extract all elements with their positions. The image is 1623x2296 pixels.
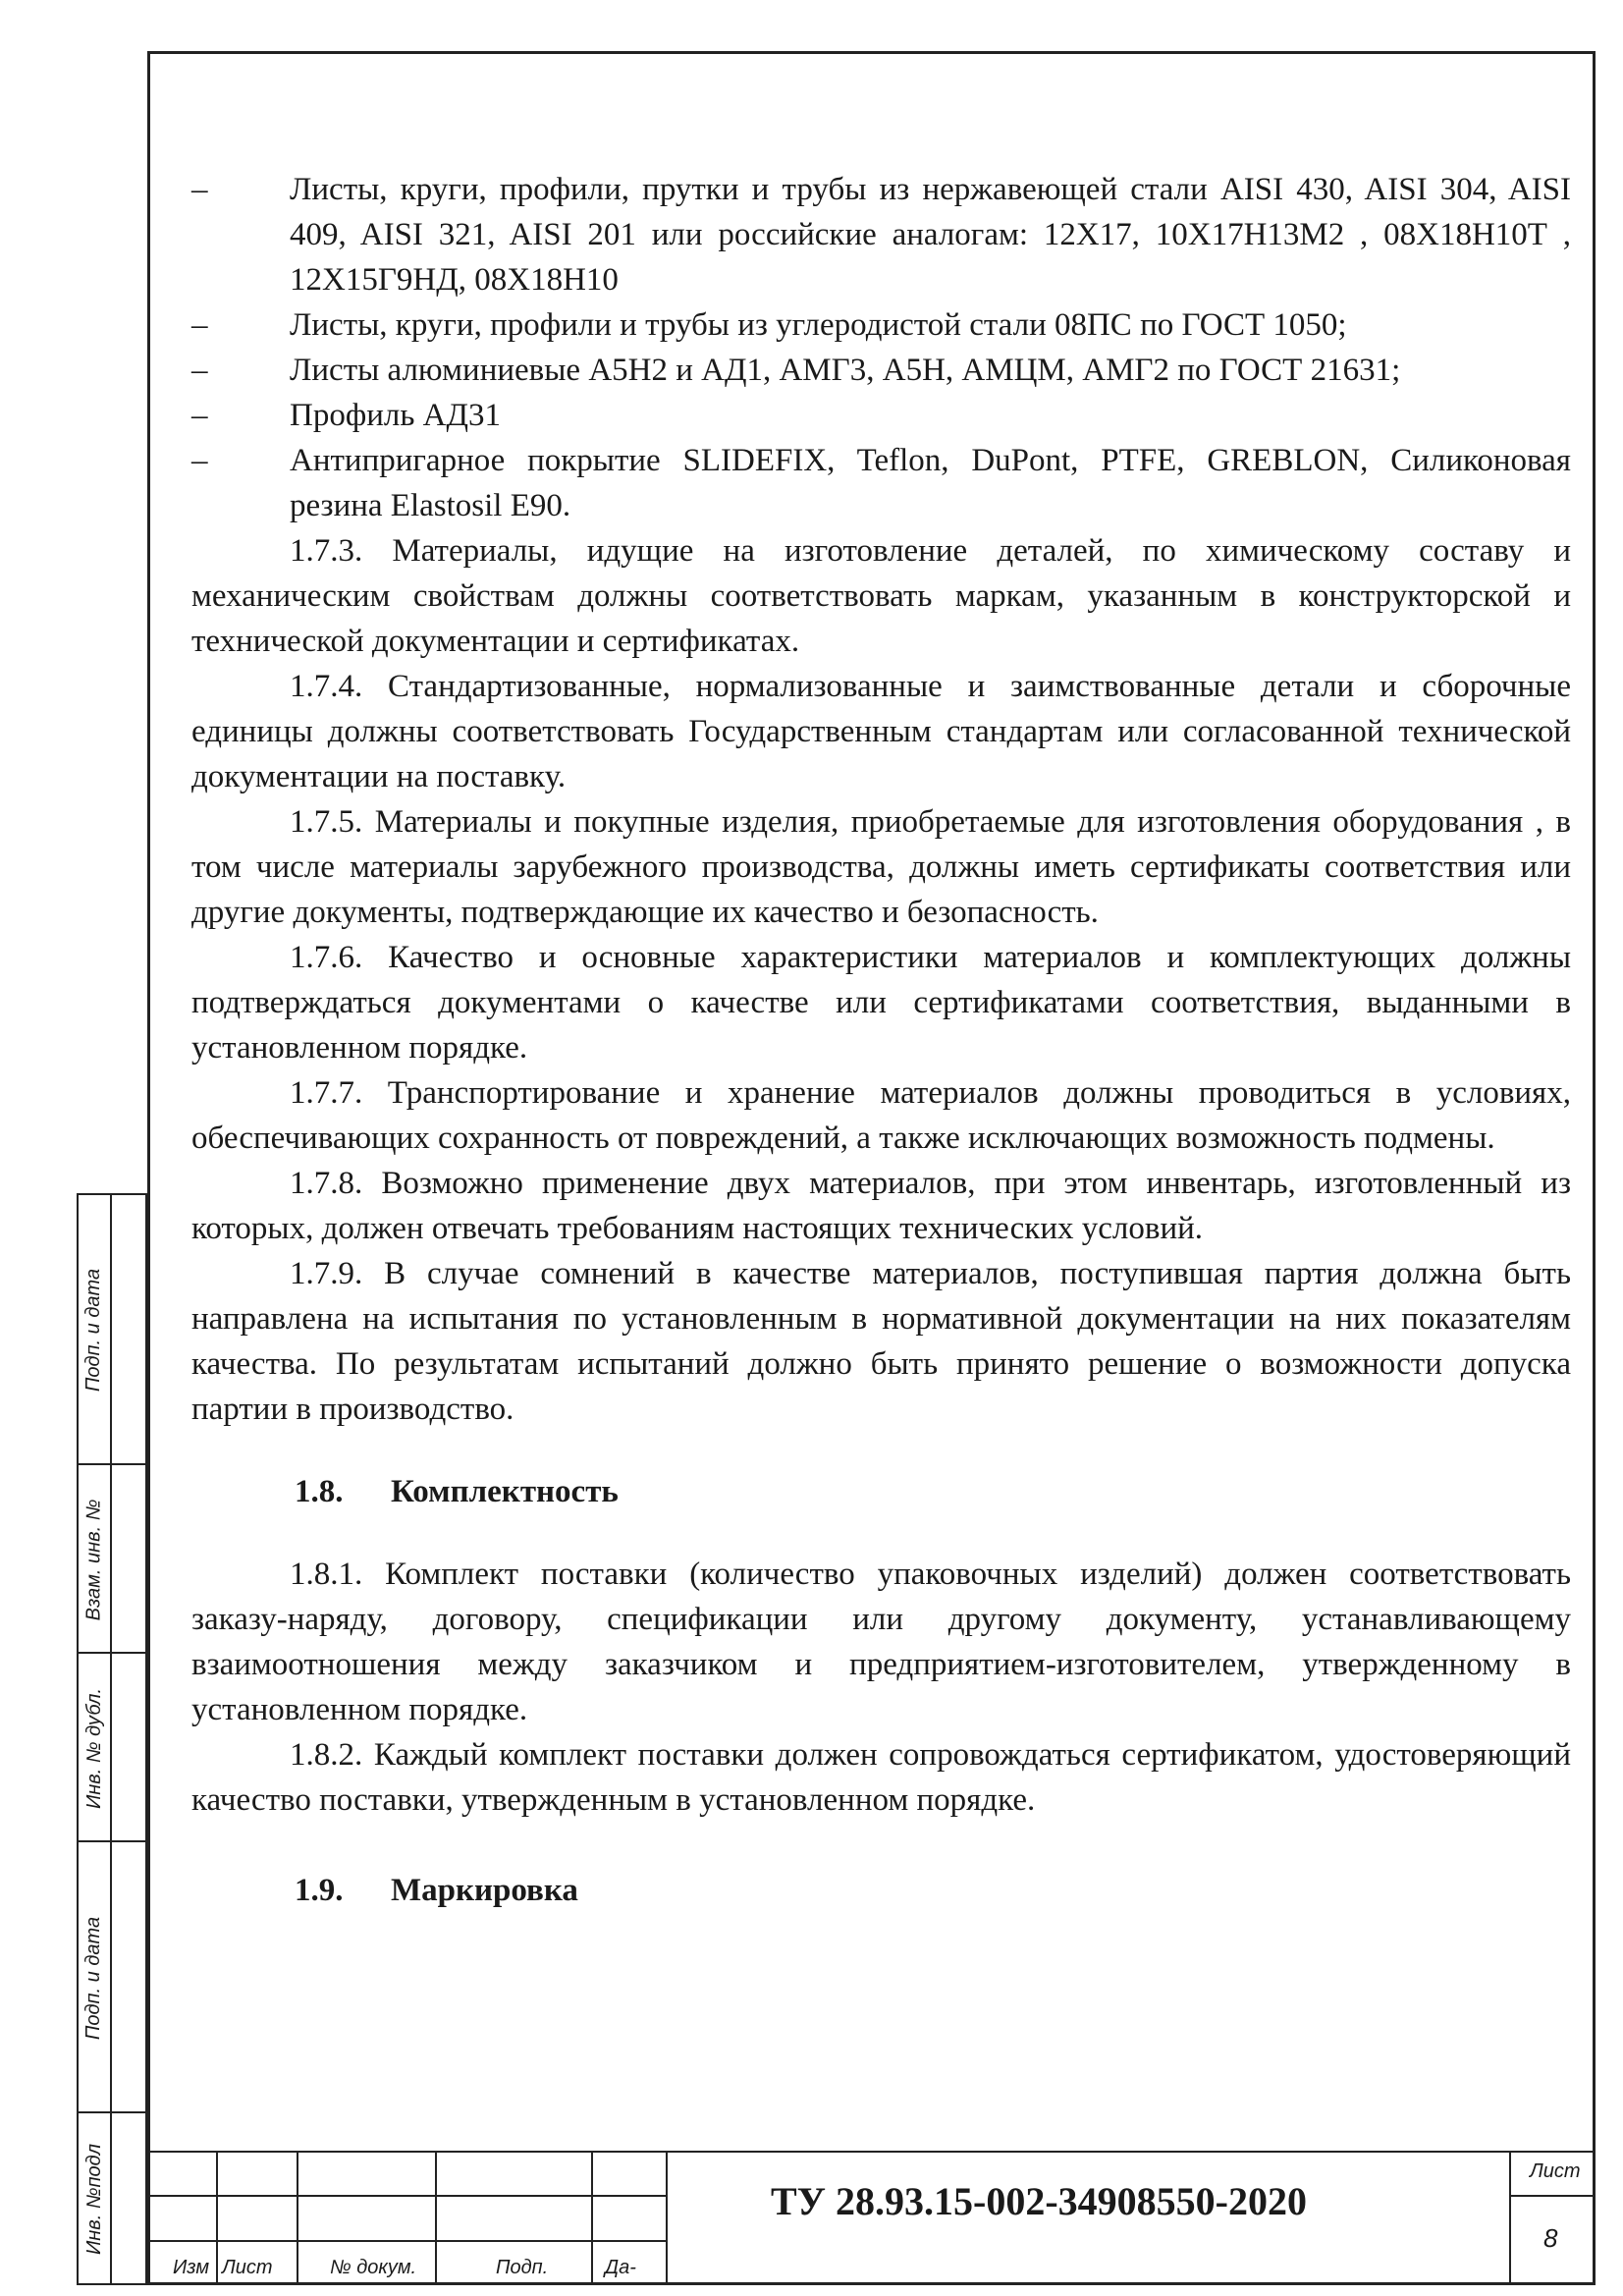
paragraph-1-8-1: 1.8.1. Комплект поставки (количество упаковочных изделий) должен соответствовать заказу-наряду, договору, спецификации или другому документу, устанавливающему взаимоотношения между заказчиком и предприятием-изготовителем, утвержденному в установленном порядке. (191, 1557, 1571, 1727)
sheet-number: 8 (1543, 2223, 1558, 2253)
side-label-podp-data: Подп. и дата (82, 1268, 105, 1393)
title-block (147, 2151, 1596, 2285)
document-code: ТУ 28.93.15-002-34908550-2020 (771, 2179, 1307, 2223)
list-item: – Профиль АД31 (191, 398, 501, 433)
paragraph-1-7-7: 1.7.7. Транспортирование и хранение материалов должны проводиться в условиях, обеспечивающих сохранность от повреждений, а также исключающих возможность подмены. (191, 1075, 1571, 1156)
list-item: – Листы алюминиевые А5Н2 и АД1, АМГ3, А5Н, АМЦМ, АМГ2 по ГОСТ 21631; (191, 353, 1401, 388)
paragraph-1-7-5: 1.7.5. Материалы и покупные изделия, приобретаемые для изготовления оборудования , в том числе материалы зарубежного производства, должны иметь сертификаты соответствия или другие документы, подтверждающие их качество и безопасность. (191, 804, 1571, 930)
paragraph-1-7-4: 1.7.4. Стандартизованные, нормализованные и заимствованные детали и сборочные единицы должны соответствовать Государственным стандартам или согласованной технической документации на поставку. (191, 669, 1571, 794)
paragraph-1-7-8: 1.7.8. Возможно применение двух материалов, при этом инвентарь, изготовленный из которых, должен отвечать требованиям настоящих технических условий. (191, 1166, 1571, 1246)
side-label-inv-podl: Инв. №подл (82, 2144, 105, 2255)
paragraph-1-7-6: 1.7.6. Качество и основные характеристики материалов и комплектующих должны подтверждаться документами о качестве или сертификатами соответствия, выданными в установленном порядке. (191, 940, 1571, 1066)
col-podp: Подп. (496, 2257, 549, 2278)
paragraph-1-8-2: 1.8.2. Каждый комплект поставки должен сопровождаться сертификатом, удостоверяющий качество поставки, утвержденным в установленном порядке. (191, 1737, 1571, 1818)
col-data: Да- (605, 2257, 636, 2278)
list-item: – Антипригарное покрытие SLIDEFIX, Teflon, DuPont, PTFE, GREBLON, Силиконовая резина Elastosil E90. (191, 443, 1571, 523)
list-item: – Листы, круги, профили и трубы из углеродистой стали 08ПС по ГОСТ 1050; (191, 307, 1347, 343)
list-item: – Листы, круги, профили, прутки и трубы из нержавеющей стали AISI 430, AISI 304, AISI 409, AISI 321, AISI 201 или российские аналогам: 12Х17, 10Х17Н13М2 , 08Х18Н10Т , 12Х15Г9НД, 08Х18Н10 (191, 172, 1571, 298)
paragraph-1-7-3: 1.7.3. Материалы, идущие на изготовление деталей, по химическому составу и механическим свойствам должны соответствовать маркам, указанным в конструкторской и технической документации и сертификатах. (191, 533, 1571, 659)
col-izm: Изм (173, 2257, 210, 2278)
side-label-podp-data-2: Подп. и дата (82, 1916, 105, 2040)
paragraph-1-7-9: 1.7.9. В случае сомнений в качестве материалов, поступившая партия должна быть направлена на испытания по установленным в нормативной документации на них показателям качества. По результатам испытаний должно быть принято решение о возможности допуска партии в производство. (191, 1256, 1571, 1427)
section-heading-1-9: 1.9. Маркировка (295, 1873, 578, 1908)
side-label-inv-dubl: Инв. № дубл. (82, 1687, 105, 1809)
side-stamp (77, 1193, 147, 2285)
col-list: Лист (222, 2257, 273, 2278)
col-doc-no: № докум. (330, 2257, 417, 2278)
side-label-vzam-inv: Взам. инв. № (82, 1499, 105, 1620)
document-body (191, 167, 1571, 1950)
section-heading-1-8: 1.8. Комплектность (295, 1474, 619, 1509)
sheet-label: Лист (1530, 2160, 1581, 2182)
